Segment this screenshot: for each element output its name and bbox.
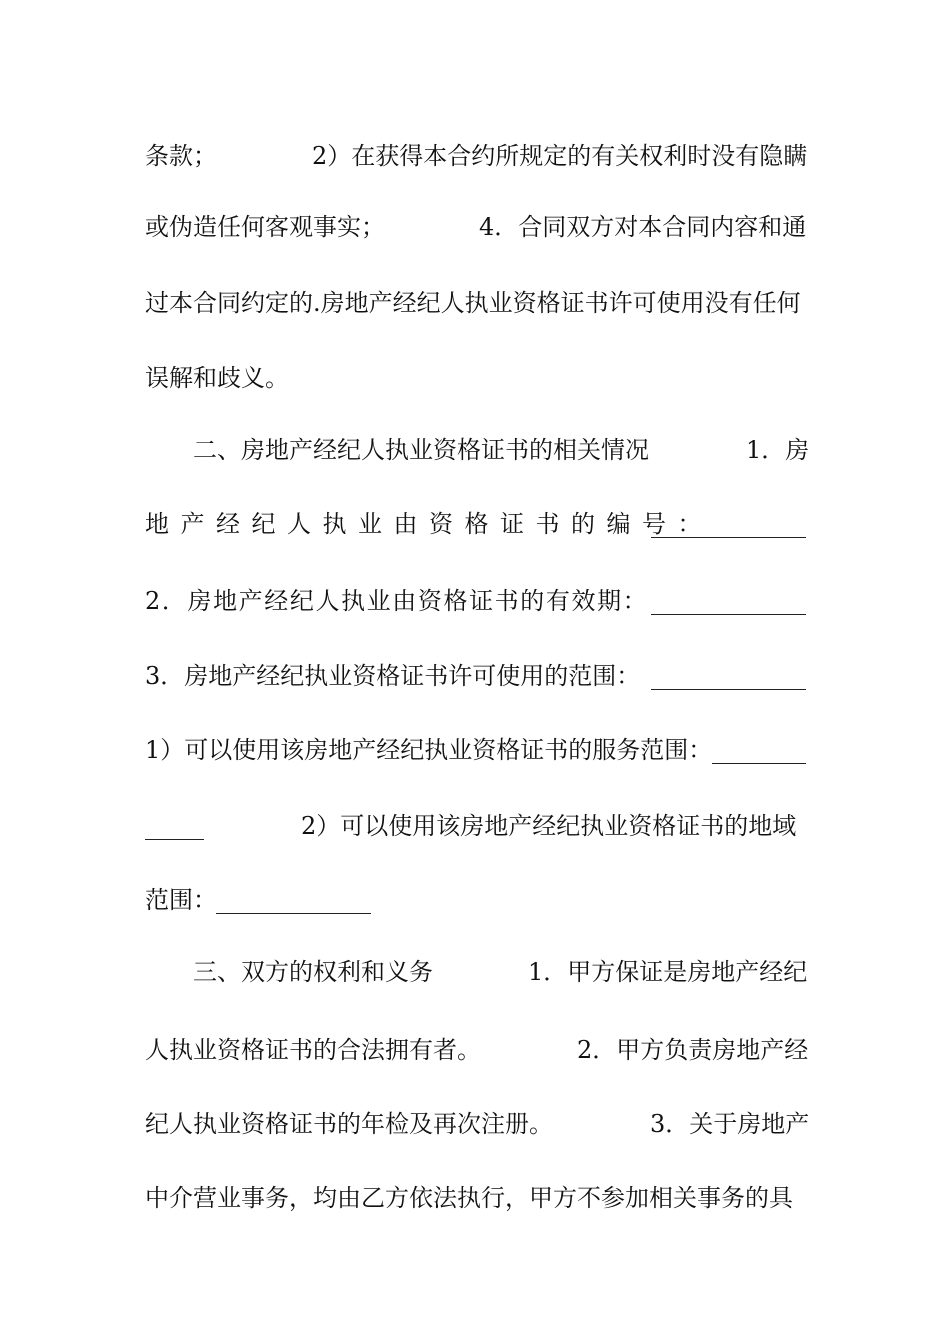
fill-in-blank — [651, 614, 806, 615]
text-fragment: 二、房地产经纪人执业资格证书的相关情况 — [193, 436, 649, 464]
text-line-3 — [145, 286, 806, 320]
text-fragment: 或伪造任何客观事实； — [145, 213, 385, 241]
text-line-7 — [145, 584, 806, 618]
text-fragment: 1．甲方保证是房地产经纪 — [528, 958, 808, 986]
text-fragment: 条款； — [145, 142, 217, 170]
text-fragment: 中介营业事务，均由乙方依法执行，甲方不参加相关事务的具 — [145, 1184, 793, 1212]
fill-in-blank — [145, 839, 204, 840]
text-line-9 — [145, 733, 806, 767]
text-fragment: 误解和歧义。 — [145, 364, 289, 392]
text-fragment: 4．合同双方对本合同内容和通 — [479, 213, 807, 241]
text-fragment: 3．关于房地产 — [650, 1110, 810, 1138]
text-line-8 — [145, 659, 806, 693]
text-fragment: 2）可以使用该房地产经纪执业资格证书的地域 — [301, 812, 797, 840]
text-fragment: 1．房 — [746, 436, 810, 464]
text-fragment: 1）可以使用该房地产经纪执业资格证书的服务范围： — [145, 736, 713, 764]
text-line-1 — [145, 139, 806, 173]
fill-in-blank — [651, 537, 806, 538]
text-fragment: 地产经纪人执业由资格证书的编号： — [145, 510, 713, 538]
text-line-4 — [145, 361, 806, 395]
fill-in-blank — [216, 913, 371, 914]
text-line-14 — [145, 1107, 810, 1141]
text-line-2 — [145, 210, 806, 244]
text-fragment: 2．房地产经纪人执业由资格证书的有效期： — [145, 587, 649, 615]
text-fragment: 三、双方的权利和义务 — [193, 958, 433, 986]
text-line-11 — [145, 883, 806, 917]
section-heading-2 — [145, 433, 810, 467]
text-fragment: 人执业资格证书的合法拥有者。 — [145, 1036, 481, 1064]
text-line-10 — [145, 809, 806, 843]
text-line-6 — [145, 507, 806, 541]
fill-in-blank — [651, 689, 806, 690]
text-fragment: 范围： — [145, 886, 217, 914]
text-fragment: 过本合同约定的.房地产经纪人执业资格证书许可使用没有任何 — [145, 289, 801, 317]
text-line-13 — [145, 1033, 809, 1067]
text-fragment: 3．房地产经纪执业资格证书许可使用的范围： — [145, 662, 641, 690]
text-fragment: 2．甲方负责房地产经 — [577, 1036, 809, 1064]
fill-in-blank — [712, 763, 806, 764]
text-fragment: 纪人执业资格证书的年检及再次注册。 — [145, 1110, 553, 1138]
section-heading-3 — [145, 955, 806, 989]
text-fragment: 2）在获得本合约所规定的有关权利时没有隐瞒 — [312, 142, 808, 170]
text-line-15 — [145, 1181, 806, 1215]
